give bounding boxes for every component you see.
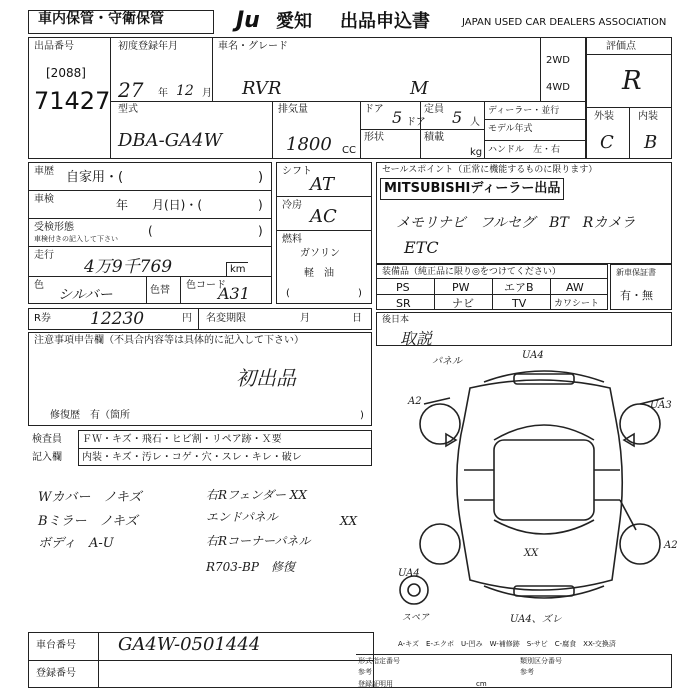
capacity-suffix: 人 — [470, 117, 480, 128]
equip-navi: ナビ — [452, 297, 474, 310]
diagram-label-panel: パネル — [432, 356, 462, 367]
inspector-line-2: Bミラー ノキズ — [38, 514, 138, 529]
handle-label: ハンドル 左・右 — [488, 145, 561, 155]
receipt-label: 受検形態 — [34, 222, 74, 233]
history-value: 自家用・( — [66, 170, 124, 185]
inspector-line-3: ボディ A-U — [38, 536, 114, 551]
recycle-label: R券 — [34, 313, 51, 324]
equip-aw: AW — [566, 281, 584, 294]
first-reg-year: 27 — [118, 78, 144, 102]
type-desig-ref: 参考 — [358, 668, 372, 676]
warranty-label: 新車保証書 — [616, 268, 656, 277]
cm-unit: cm — [476, 680, 487, 688]
dealer-label: ディーラー・並行 — [488, 106, 560, 116]
diagram-legend: A-キズ E-エクボ U-凹み W-補修跡 S-サビ C-腐食 XX-交換済 — [398, 640, 616, 648]
rating-score: R — [622, 66, 642, 96]
km-unit: km — [230, 264, 246, 275]
reg-cert-label: 登録証明用 — [358, 680, 393, 688]
name-change-month: 月 — [300, 313, 310, 324]
entry-label: 記入欄 — [32, 452, 62, 463]
inspection-close: ) — [258, 198, 263, 212]
lot-number: 71427 — [34, 87, 111, 115]
interior-label: 内装 — [638, 111, 658, 122]
equip-ps: PS — [396, 281, 410, 294]
equip-leather: カワシート — [554, 299, 600, 309]
after-sales-label: 後日本 — [382, 315, 410, 325]
capacity-label: 定員 — [424, 104, 444, 115]
diagram-label-a2-left: A2 — [408, 396, 422, 407]
diagram-label-ua3: UA3 — [650, 400, 672, 411]
exterior-label: 外装 — [594, 111, 614, 122]
fuel-gas: ガソリン — [300, 248, 340, 259]
receipt-paren-close: ) — [258, 224, 263, 238]
diagram-label-a2-right: A2 — [664, 540, 678, 551]
shift-label: シフト — [282, 166, 312, 177]
inspector-label: 検査員 — [32, 434, 62, 445]
diagram-label-spare: スペア — [402, 613, 430, 623]
association-name: JAPAN USED CAR DEALERS ASSOCIATION — [462, 17, 667, 28]
lot-label: 出品番号 — [34, 41, 74, 52]
kg-unit: kg — [470, 147, 483, 158]
form-title: 出品申込書 — [340, 11, 430, 32]
diagram-label-ua4-left: UA4 — [398, 568, 420, 579]
fuel-paren-open: ( — [286, 288, 290, 299]
notes-text: 初出品 — [236, 366, 296, 390]
sales-points-label: セールスポイント（正常に機能するものに限ります） — [382, 165, 598, 175]
dealer-badge: MITSUBISHIディーラー出品 — [384, 181, 561, 196]
reg-label: 登録番号 — [36, 668, 76, 679]
inspector-line-1: Wカバー ノキズ — [38, 490, 142, 505]
warranty-value: 有・無 — [620, 289, 653, 302]
shape-label: 形状 — [364, 132, 384, 143]
inspector-right-2: エンドパネル — [206, 510, 278, 524]
bottom-right-box — [356, 654, 672, 688]
color-value: シルバー — [58, 287, 113, 303]
ju-logo: Ju — [236, 8, 260, 33]
equip-tv: TV — [512, 297, 527, 310]
color-change-label: 色替 — [150, 285, 170, 296]
inspection-value: 年 月(日)・( — [116, 198, 203, 212]
inspector-right-3: 右Rコーナーパネル — [206, 534, 311, 548]
doors-label: ドア — [364, 104, 384, 115]
cc-unit: CC — [342, 145, 356, 156]
load-label: 積載 — [424, 132, 444, 143]
color-label: 色 — [34, 280, 44, 291]
type-label: 型式 — [118, 104, 138, 115]
class-label: 類別区分番号 — [520, 657, 562, 665]
receipt-sub: 車検付きの記入して下さい — [34, 235, 118, 243]
inspection-label: 車検 — [34, 194, 54, 205]
color-code-value: A31 — [218, 284, 250, 303]
equip-pw: PW — [452, 281, 470, 294]
drive-2wd: 2WD — [546, 55, 570, 66]
fuel-paren-close: ) — [358, 288, 362, 299]
ac-value: AC — [310, 206, 337, 227]
ac-label: 冷房 — [282, 200, 302, 211]
equip-sr: SR — [396, 297, 411, 310]
legend-row2: 内装・キズ・汚レ・コゲ・穴・スレ・キレ・破レ — [82, 452, 302, 463]
fuel-label: 燃料 — [282, 234, 302, 245]
model-label: 車名・グレード — [218, 41, 288, 52]
drive-4wd: 4WD — [546, 82, 570, 93]
repair-label: 修復歴 有（箇所 — [50, 410, 130, 421]
diagram-label-xx: XX — [524, 548, 539, 559]
sales-points-line1: メモリナビ フルセグ BT Rカメラ — [396, 215, 636, 231]
inspector-xx-mark: XX — [340, 514, 358, 528]
rating-label: 評価点 — [606, 41, 636, 52]
inspector-right-4: R703-BP 修復 — [206, 560, 295, 574]
logo-region: 愛知 — [276, 11, 312, 32]
repair-close: ) — [360, 410, 364, 421]
grade: M — [410, 78, 429, 99]
equipment-label: 装備品（純正品に限り◎をつけてください） — [382, 267, 561, 277]
type-value: DBA-GA4W — [118, 130, 223, 151]
mileage-label: 走行 — [34, 250, 54, 261]
doors-value: 5 — [392, 108, 403, 127]
displacement-value: 1800 — [286, 134, 332, 155]
history-close: ) — [258, 170, 264, 185]
fuel-light: 軽 油 — [304, 268, 334, 279]
first-reg-label: 初度登録年月 — [118, 41, 178, 52]
month-suffix: 月 — [202, 88, 212, 99]
recycle-value: 12230 — [90, 309, 145, 329]
receipt-paren-open: ( — [148, 224, 153, 238]
inspector-right-1: 右Rフェンダー XX — [206, 488, 307, 502]
interior-value: B — [644, 132, 658, 153]
year-suffix: 年 — [158, 88, 168, 99]
exterior-value: C — [600, 132, 614, 153]
history-label: 車歴 — [34, 166, 54, 177]
shift-value: AT — [310, 174, 335, 195]
displacement-label: 排気量 — [278, 104, 308, 115]
lot-sub: [2088] — [46, 66, 86, 80]
mileage-value: 4万9千769 — [84, 257, 173, 277]
after-sales-text: 取説 — [400, 329, 433, 348]
class-ref: 参考 — [520, 668, 534, 676]
storage-label: 車内保管・守衛保管 — [38, 11, 164, 27]
recycle-yen: 円 — [182, 313, 192, 324]
capacity-value: 5 — [452, 108, 463, 127]
model-year-label: モデル年式 — [488, 124, 533, 134]
name-change-label: 名変期限 — [206, 313, 246, 324]
type-desig-label: 形式指定番号 — [358, 657, 400, 665]
doors-suffix: ドア — [406, 117, 426, 128]
sales-points-line2: ETC — [404, 238, 439, 257]
color-code-label: 色コード — [186, 280, 226, 291]
name-change-day: 日 — [352, 313, 362, 324]
diagram-label-ua4-rear: UA4、ズレ — [510, 614, 562, 625]
chassis-label: 車台番号 — [36, 640, 76, 651]
diagram-label-ua4-top: UA4 — [522, 350, 544, 361]
model-name: RVR — [242, 78, 282, 99]
first-reg-month: 12 — [176, 83, 194, 99]
notes-label: 注意事項申告欄（不具合内容等は具体的に記入して下さい） — [34, 335, 304, 346]
legend-row1: ＦＷ・キズ・飛石・ヒビ割・リペア跡・Ｘ要 — [82, 434, 282, 445]
chassis-value: GA4W-0501444 — [118, 634, 261, 655]
equip-airbag: エアB — [504, 281, 534, 294]
